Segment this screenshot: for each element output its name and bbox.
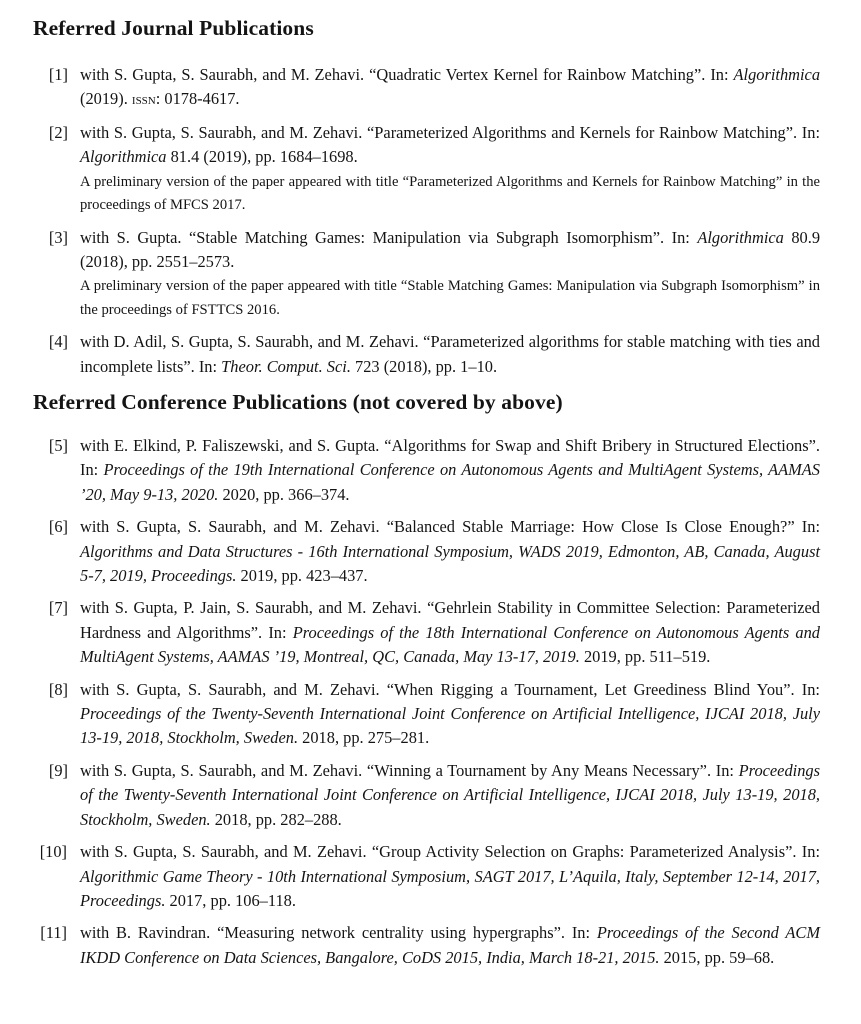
citation-authors: with B. Ravindran. [80, 923, 211, 943]
citation-details: 723 (2018), pp. 1–10. [350, 356, 498, 376]
citation-details: 81.4 (2019), pp. 1684–1698. [166, 147, 358, 167]
publication-item [34, 840, 820, 913]
citation-title: “Group Activity Selection on Graphs: Parameterized Analysis”. [371, 842, 797, 862]
publication-item [34, 759, 820, 832]
citation-body [80, 63, 820, 113]
citation-in-label: In: [671, 227, 690, 247]
citation-details: (2019). [80, 89, 132, 109]
citation-title: “Balanced Stable Marriage: How Close Is Close Enough?” [386, 517, 795, 537]
citation-venue: Proceedings of the 18th International Conference on Autonomous Agents and MultiAgent Systems, AAMAS ’19, Montreal, QC, Canada, May 13-17, 2019. [80, 622, 820, 667]
section-title-conference: Referred Conference Publications (not covered by above) [33, 390, 563, 414]
citation-body [80, 515, 820, 588]
citation-in-label: In: [198, 356, 218, 376]
publication-item [34, 434, 820, 507]
citation-authors: with D. Adil, S. Gupta, S. Saurabh, and M. Zehavi. [80, 332, 419, 352]
citation-authors: with S. Gupta, S. Saurabh, and M. Zehavi. [80, 842, 367, 862]
citation-number: [6] [48, 517, 68, 537]
publication-item [34, 678, 820, 751]
citation-preliminary-note: A preliminary version of the paper appeared with title “Parameterized Algorithms and Kernels for Rainbow Matching” in the proceedings of MFCS 2017. [80, 173, 820, 214]
citation-venue: Proceedings of the 19th International Conference on Autonomous Agents and MultiAgent Systems, AAMAS ’20, May 9-13, 2020. [80, 460, 820, 504]
citation-title: “Gehrlein Stability in Committee Selection: Parameterized Hardness and Algorithms”. [80, 598, 820, 642]
citation-number: [2] [48, 122, 68, 142]
citation-authors: with S. Gupta, S. Saurabh, and M. Zehavi. [80, 65, 365, 84]
citation-number: [4] [48, 332, 68, 352]
citation-in-label: In: [801, 679, 820, 699]
citation-details: 2015, pp. 59–68. [659, 947, 775, 967]
conference-publication-list [34, 434, 820, 970]
citation-title: “Parameterized algorithms for stable matching with ties and incomplete lists”. [80, 332, 820, 376]
citation-authors: with S. Gupta, P. Jain, S. Saurabh, and M. Zehavi. [80, 598, 422, 618]
citation-title: “When Rigging a Tournament, Let Greediness Blind You”. [386, 679, 795, 699]
citation-body [80, 434, 820, 507]
citation-authors: with S. Gupta, S. Saurabh, and M. Zehavi. [80, 679, 380, 699]
citation-title: “Quadratic Vertex Kernel for Rainbow Matching”. [369, 65, 706, 84]
citation-venue: Algorithmica [80, 147, 167, 167]
citation-body [80, 840, 820, 913]
citation-authors: with S. Gupta, S. Saurabh, and M. Zehavi. [80, 517, 380, 537]
citation-in-label: In: [801, 122, 821, 142]
citation-details: 2018, pp. 282–288. [210, 809, 342, 829]
citation-in-label: In: [710, 65, 729, 84]
citation-number: [5] [48, 436, 68, 455]
citation-title: “Winning a Tournament by Any Means Necessary”. [366, 760, 712, 780]
citation-preliminary-note: A preliminary version of the paper appeared with title “Stable Matching Games: Manipulation via Subgraph Isomorphism” in the proceedings of FSTTCS 2016. [80, 278, 820, 318]
section-title-journal: Referred Journal Publications [33, 16, 314, 40]
citation-in-label: In: [715, 760, 734, 780]
citation-number: [10] [39, 842, 67, 862]
citation-in-label: In: [801, 842, 821, 862]
citation-issn-value: : 0178-4617. [155, 89, 240, 109]
citation-body [80, 226, 820, 323]
citation-in-label: In: [80, 460, 99, 480]
citation-body [80, 330, 820, 379]
citation-number: [7] [48, 598, 68, 618]
citation-title: “Parameterized Algorithms and Kernels for Rainbow Matching”. [367, 122, 798, 142]
citation-in-label: In: [801, 517, 821, 537]
citation-authors: with S. Gupta, S. Saurabh, and M. Zehavi. [80, 760, 363, 780]
citation-details: 2019, pp. 511–519. [579, 647, 711, 667]
citation-authors: with E. Elkind, P. Faliszewski, and S. Gupta. [80, 436, 380, 455]
citation-venue: Algorithms and Data Structures - 16th International Symposium, WADS 2019, Edmonton, AB, Canada, August 5-7, 2019, Proceedings. [80, 541, 820, 586]
publication-item [34, 63, 820, 113]
citation-venue: Algorithmica [697, 227, 784, 247]
citation-in-label: In: [571, 923, 591, 943]
citation-details: 2020, pp. 366–374. [218, 484, 350, 504]
citation-authors: with S. Gupta, S. Saurabh, and M. Zehavi. [80, 122, 363, 142]
publication-item [34, 226, 820, 323]
citation-details: 2018, pp. 275–281. [298, 728, 430, 748]
citation-title: “Algorithms for Swap and Shift Bribery in Structured Elections”. [384, 436, 820, 455]
citation-venue: Proceedings of the Twenty-Seventh International Joint Conference on Artificial Intelligence, IJCAI 2018, July 13-19, 2018, Stockholm, Sweden. [80, 760, 820, 829]
journal-publication-list [34, 63, 820, 379]
citation-body [80, 759, 820, 832]
publication-item [34, 121, 820, 218]
citation-details: 80.9 (2018), pp. 2551–2573. [80, 227, 821, 272]
publication-item [34, 921, 820, 970]
citation-body [80, 921, 820, 970]
citation-venue: Theor. Comput. Sci. [221, 356, 351, 376]
citation-venue: Proceedings of the Twenty-Seventh International Joint Conference on Artificial Intelligence, IJCAI 2018, July 13-19, 2018, Stockholm, Sweden. [80, 704, 820, 748]
citation-issn-label: issn [131, 92, 156, 109]
citation-in-label: In: [268, 622, 287, 642]
citation-number: [1] [48, 65, 68, 84]
citation-venue: Algorithmic Game Theory - 10th International Symposium, SAGT 2017, L’Aquila, Italy, September 12-14, 2017, Proceedings. [80, 866, 820, 910]
citation-details: 2017, pp. 106–118. [165, 890, 296, 910]
citation-number: [11] [40, 923, 67, 943]
citation-authors: with S. Gupta. [80, 227, 182, 247]
citation-number: [8] [48, 679, 68, 699]
citation-body [80, 596, 820, 669]
citation-number: [3] [48, 227, 68, 247]
citation-venue: Algorithmica [733, 65, 821, 84]
citation-body [80, 121, 820, 218]
citation-title: “Measuring network centrality using hypergraphs”. [217, 923, 565, 943]
publication-item [34, 515, 820, 588]
citation-details: 2019, pp. 423–437. [236, 566, 368, 586]
publication-item [34, 596, 820, 669]
citation-body [80, 678, 820, 751]
citation-venue: Proceedings of the Second ACM IKDD Conference on Data Sciences, Bangalore, CoDS 2015, India, March 18-21, 2015. [80, 923, 820, 967]
citation-title: “Stable Matching Games: Manipulation via Subgraph Isomorphism”. [189, 227, 665, 247]
publication-item [34, 330, 820, 379]
citation-number: [9] [48, 760, 68, 780]
